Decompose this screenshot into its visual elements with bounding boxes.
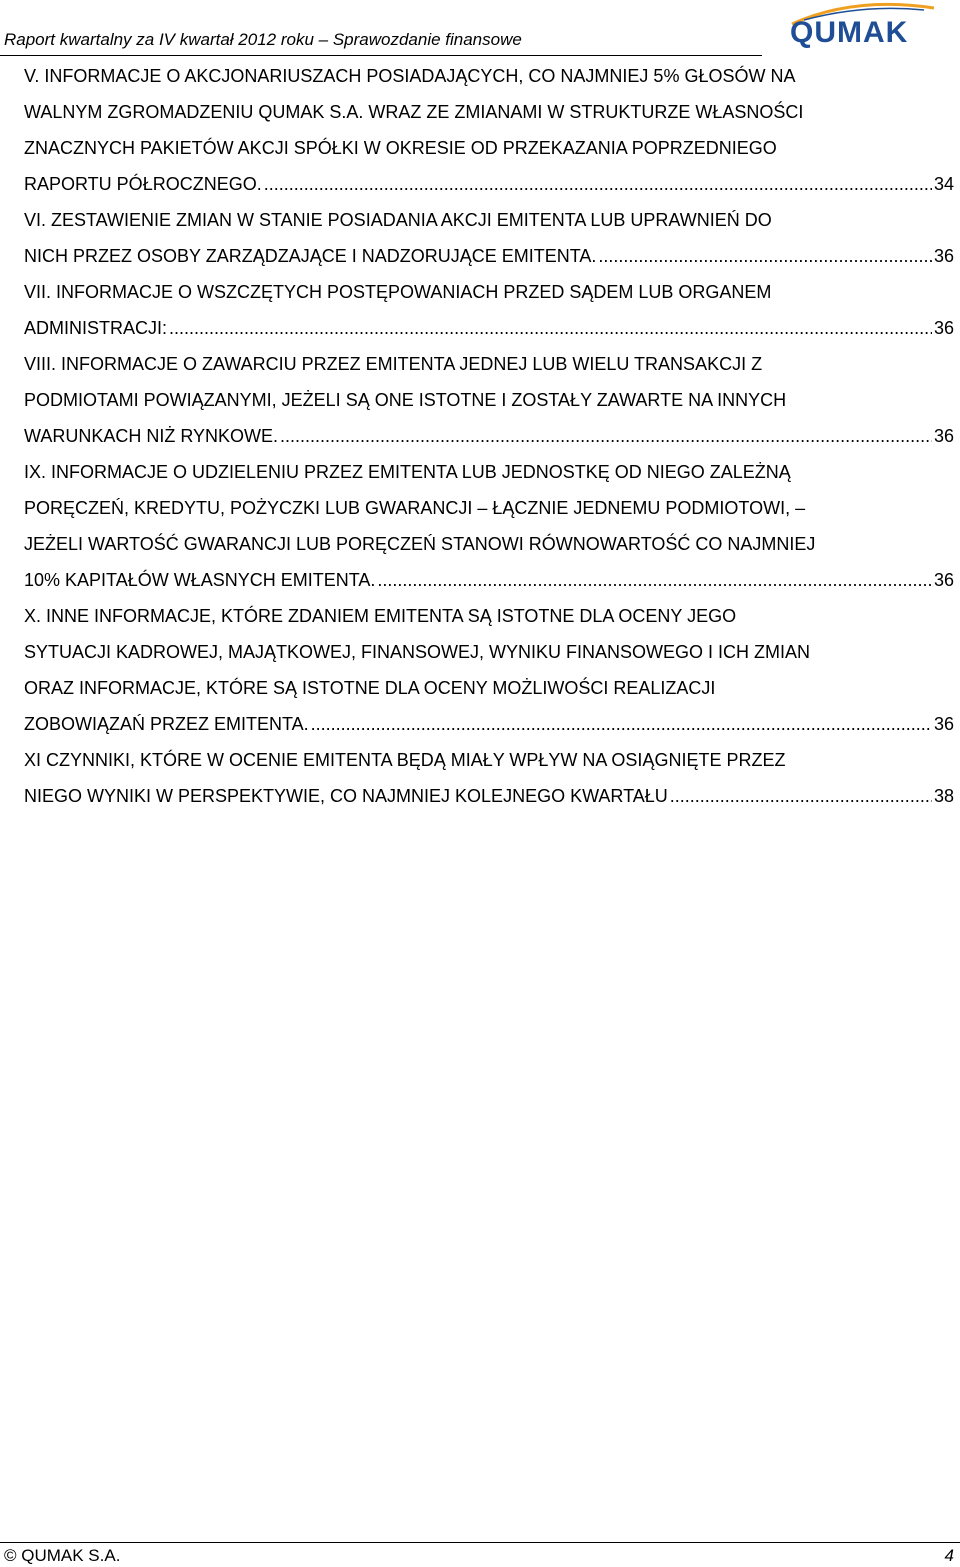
header-divider: [0, 55, 762, 56]
toc-entry[interactable]: [24, 598, 954, 742]
dot-leader: [598, 238, 932, 274]
toc-entry-line: ORAZ INFORMACJE, KTÓRE SĄ ISTOTNE DLA OCENY MOŻLIWOŚCI REALIZACJI: [24, 678, 716, 698]
toc-entry[interactable]: [24, 742, 954, 814]
dot-leader: [670, 778, 932, 814]
toc-entry-line: JEŻELI WARTOŚĆ GWARANCJI LUB PORĘCZEŃ STANOWI RÓWNOWARTOŚĆ CO NAJMNIEJ: [24, 534, 816, 554]
toc-entry-line: ZNACZNYCH PAKIETÓW AKCJI SPÓŁKI W OKRESIE OD PRZEKAZANIA POPRZEDNIEGO: [24, 138, 777, 158]
footer-divider: [0, 1542, 960, 1543]
footer-copyright: © QUMAK S.A.: [4, 1546, 121, 1565]
toc-entry-line: VII. INFORMACJE O WSZCZĘTYCH POSTĘPOWANIACH PRZED SĄDEM LUB ORGANEM: [24, 282, 772, 302]
toc-entry-text: WARUNKACH NIŻ RYNKOWE.: [24, 426, 279, 446]
toc-entry-last-line: [24, 310, 954, 346]
report-title: Raport kwartalny za IV kwartał 2012 roku – Sprawozdanie finansowe: [4, 30, 522, 49]
toc-page-number: 36: [933, 246, 954, 266]
svg-text:QUMAK: QUMAK: [790, 16, 909, 49]
toc-entry-line: V. INFORMACJE O AKCJONARIUSZACH POSIADAJĄCYCH, CO NAJMNIEJ 5% GŁOSÓW NA: [24, 66, 796, 86]
toc-entry[interactable]: [24, 346, 954, 454]
toc-page-number: 34: [933, 174, 954, 194]
toc-entry-line: VI. ZESTAWIENIE ZMIAN W STANIE POSIADANIA AKCJI EMITENTA LUB UPRAWNIEŃ DO: [24, 210, 772, 230]
toc-page-number: 36: [933, 318, 954, 338]
toc-entry[interactable]: [24, 58, 954, 202]
qumak-logo: [784, 2, 960, 60]
page-header: [0, 0, 960, 60]
toc-page-number: 36: [933, 570, 954, 590]
toc-entry-line: XI CZYNNIKI, KTÓRE W OCENIE EMITENTA BĘDĄ MIAŁY WPŁYW NA OSIĄGNIĘTE PRZEZ: [24, 750, 786, 770]
toc-page-number: 36: [933, 426, 954, 446]
toc-entry[interactable]: [24, 454, 954, 598]
dot-leader: [280, 418, 932, 454]
toc-entry-last-line: [24, 562, 954, 598]
dot-leader: [264, 166, 932, 202]
toc-entry[interactable]: [24, 202, 954, 274]
toc-entry-line: X. INNE INFORMACJE, KTÓRE ZDANIEM EMITENTA SĄ ISTOTNE DLA OCENY JEGO: [24, 606, 737, 626]
page-number: 4: [944, 1546, 954, 1565]
toc-page-number: 36: [933, 714, 954, 734]
toc-entry-text: ADMINISTRACJI:: [24, 318, 168, 338]
toc-entry-line: WALNYM ZGROMADZENIU QUMAK S.A. WRAZ ZE ZMIANAMI W STRUKTURZE WŁASNOŚCI: [24, 102, 804, 122]
dot-leader: [169, 310, 932, 346]
toc-entry-text: NIEGO WYNIKI W PERSPEKTYWIE, CO NAJMNIEJ KOLEJNEGO KWARTAŁU: [24, 786, 668, 806]
toc-entry[interactable]: [24, 274, 954, 346]
toc-entry-text: RAPORTU PÓŁROCZNEGO.: [24, 174, 262, 194]
toc-entry-last-line: [24, 238, 954, 274]
toc-entry-last-line: [24, 706, 954, 742]
toc-entry-line: VIII. INFORMACJE O ZAWARCIU PRZEZ EMITENTA JEDNEJ LUB WIELU TRANSAKCJI Z: [24, 354, 763, 374]
toc-entry-line: SYTUACJI KADROWEJ, MAJĄTKOWEJ, FINANSOWEJ, WYNIKU FINANSOWEGO I ICH ZMIAN: [24, 642, 811, 662]
dot-leader: [377, 562, 932, 598]
table-of-contents: [24, 58, 954, 814]
toc-entry-line: PORĘCZEŃ, KREDYTU, POŻYCZKI LUB GWARANCJI – ŁĄCZNIE JEDNEMU PODMIOTOWI, –: [24, 498, 806, 518]
toc-entry-text: 10% KAPITAŁÓW WŁASNYCH EMITENTA.: [24, 570, 376, 590]
toc-entry-last-line: [24, 418, 954, 454]
toc-entry-text: NICH PRZEZ OSOBY ZARZĄDZAJĄCE I NADZORUJĄCE EMITENTA.: [24, 246, 597, 266]
toc-entry-last-line: [24, 778, 954, 814]
toc-entry-last-line: [24, 166, 954, 202]
toc-page-number: 38: [933, 786, 954, 806]
toc-entry-text: ZOBOWIĄZAŃ PRZEZ EMITENTA.: [24, 714, 309, 734]
dot-leader: [311, 706, 932, 742]
toc-entry-line: PODMIOTAMI POWIĄZANYMI, JEŻELI SĄ ONE ISTOTNE I ZOSTAŁY ZAWARTE NA INNYCH: [24, 390, 787, 410]
toc-entry-line: IX. INFORMACJE O UDZIELENIU PRZEZ EMITENTA LUB JEDNOSTKĘ OD NIEGO ZALEŻNĄ: [24, 462, 791, 482]
